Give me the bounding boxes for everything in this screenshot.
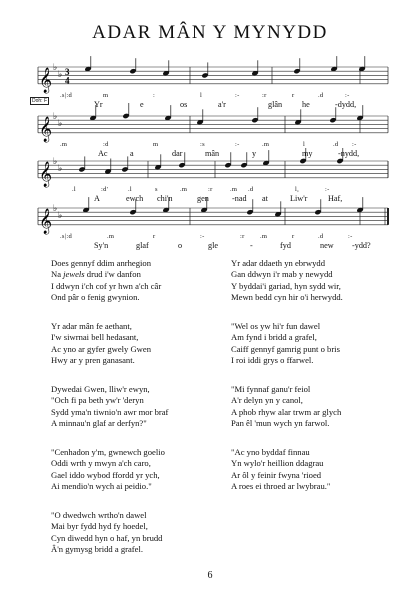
lyric-word: he [302,100,310,109]
lyric-word: e [140,100,144,109]
flat-icon: ♭ [53,112,58,122]
verse-line: I'w siwrnai bell hedasant, [51,332,139,343]
solfa-syllable: .m [180,186,188,193]
verse-line: "Mi fynnaf ganu'r feiol [231,384,311,394]
solfa-syllable: :- [235,141,240,148]
verse-line: Am fynd i bridd a grafel, [231,332,317,343]
lyric-word: -dydd, [335,100,357,109]
solfa-syllable: m [153,141,159,148]
solfa-syllable: :d [103,141,109,148]
key-label: Doh: F [32,98,48,104]
verse-line: "Ac yno byddaf finnau [231,447,310,457]
verse-stanza [51,510,162,556]
solfa-syllable: .d [318,233,324,240]
verse-line: "O dwedwch wrtho'n dawel [51,510,147,520]
verse-line: "Cenhadon y'm, gwnewch goelio [51,447,165,457]
flat-icon: ♭ [53,204,58,214]
solfa-syllable: .s|:d [60,92,73,99]
verse-line: Cyn diwedd hyn o haf, yn brudd [51,532,163,543]
verse-line: Sydd yma'n tiwnio'n awr mor braf [51,406,169,417]
verse-line: Hwy ar y pren ganasant. [51,355,135,366]
verse-line: I ddwyn i'ch cof yr hwn a'ch câr [51,280,162,291]
flat-icon: ♭ [58,164,63,174]
lyric-word: chi'n [157,194,173,203]
flat-icon: ♭ [58,211,63,221]
solfa-syllable: .m [107,233,115,240]
solfa-syllable: :- [348,233,353,240]
solfa-syllable: .m [262,141,270,148]
solfa-syllable: .d [333,141,339,148]
solfa-syllable: :- [235,92,240,99]
lyric-word: mân [205,149,220,158]
solfa-syllable: .s|:d [60,233,73,240]
lyric-word: Liw'r [290,194,308,203]
lyric-word: Yr [94,100,103,109]
lyric-word: new [320,241,334,250]
solfa-syllable: :r [240,233,245,240]
verse-line: Caiff gennyf gamrig punt o bris [231,343,340,354]
time-signature-numerator: 3 [65,67,70,77]
treble-clef-icon: 𝄞 [39,116,53,142]
verse-line: Yr adar ddaeth yn ebrwydd [231,258,326,268]
solfa-syllable: :r [262,92,267,99]
verse-line: Â'n gymysg bridd a grafel. [51,544,144,555]
verse-line: Na jewels drud i'w danfon [51,269,141,280]
verse-stanza [231,447,330,493]
verse-line: Ar ôl y feinir fwyna 'rioed [231,469,322,480]
lyric-word: glân [268,100,283,109]
solfa-syllable: .m [260,233,268,240]
verse-stanza [231,384,341,430]
verse-line: Mai byr fydd hyd fy hoedel, [51,521,148,532]
lyric-word: Ac [98,149,108,158]
verse-line: A phob rhyw alar trwm ar glych [231,406,342,417]
verse-line: Gan ddwyn i'r mab y newydd [231,269,333,280]
solfa-syllable: .l [72,186,77,193]
solfa-syllable: m [103,92,109,99]
verse-line: Yr adar mân fe aethant, [51,321,132,331]
verse-line: "Wel os yw hi'r fun dawel [231,321,321,331]
solfa-syllable: .l [128,186,133,193]
solfa-syllable: :- [352,141,357,148]
solfa-syllable: :- [345,92,350,99]
lyric-word: Haf, [328,194,343,203]
verse-line: Ac yno ar gyfer gwely Gwen [51,343,151,354]
lyric-word: at [262,194,268,203]
flat-icon: ♭ [58,119,63,129]
lyric-word: gle [208,241,219,250]
verse-line: Pan êl 'mun wych yn farwol. [231,418,330,429]
solfa-syllable: :s [200,141,205,148]
solfa-syllable: .d [248,186,254,193]
lyric-word: -ydd? [352,241,371,250]
verse-stanza [51,447,165,493]
verse-stanza [231,258,343,304]
verse-stanza [51,384,168,430]
solfa-syllable: .d [318,92,324,99]
solfa-syllable: :- [325,186,330,193]
verse-line: Oddi wrth y mwyn a'ch caro, [51,458,151,469]
lyric-word: os [180,100,188,109]
page-title: ADAR MÂN Y MYNYDD [92,22,328,43]
verse-line: Y byddai'i gariad, hyn sydd wir, [231,280,341,291]
lyric-word: -nad [232,194,247,203]
treble-clef-icon: 𝄞 [39,67,53,93]
solfa-syllable: s [155,186,158,193]
page-number: 6 [207,570,213,581]
lyric-word: glaf [136,241,149,250]
lyric-word: -nydd, [338,149,360,158]
lyric-word: my [302,149,313,158]
lyric-word: o [178,241,183,250]
time-signature-denominator: 4 [65,75,70,86]
verse-line: A'r delyn yn y canol, [231,395,303,406]
solfa-syllable: :d' [101,186,109,193]
verse-line: A roes ei throed ar lwybrau." [231,481,331,492]
music-score [0,0,420,260]
solfa-syllable: .m [230,186,238,193]
verse-line: Ai mendio'n wych ai peidio." [51,481,152,492]
lyric-word: fyd [280,241,291,250]
solfa-syllable: l, [295,186,300,193]
solfa-syllable: : [153,92,156,99]
lyric-word: a [130,149,134,158]
verse-line: "Och fi pa beth yw'r 'deryn [51,395,144,406]
verse-line: Does gennyf ddim anrhegion [51,258,151,268]
treble-clef-icon: 𝄞 [39,161,53,187]
solfa-syllable: :r [208,186,213,193]
solfa-syllable: r [292,92,295,99]
solfa-syllable: l [200,92,203,99]
verse-line: A minnau'n glaf ar derfyn?" [51,418,147,429]
verse-line: Yn wylo'r heillion ddagrau [231,458,324,469]
lyric-word: dar [172,149,183,158]
solfa-syllable: l [303,141,306,148]
solfa-syllable: :- [200,233,205,240]
treble-clef-icon: 𝄞 [39,208,53,234]
solfa-syllable: r [153,233,156,240]
flat-icon: ♭ [58,70,63,80]
verse-line: I roi iddi grys o ffarwel. [231,355,314,366]
verse-line: Mewn bedd cyn hir o'i herwydd. [231,292,343,303]
verse-stanza [51,258,161,304]
solfa-syllable: .m [60,141,68,148]
lyric-word: ewch [126,194,144,203]
verse-line: Dywedai Gwen, lliw'r ewyn, [51,384,150,394]
solfa-syllable: r [292,233,295,240]
verse-stanza [51,321,151,367]
lyric-word: a'r [218,100,226,109]
lyric-word: A [94,194,100,203]
lyric-word: - [250,241,253,250]
verse-line: Ond pâr o fenig gwynion. [51,292,140,303]
lyric-word: y [252,149,257,158]
lyric-word: Sy'n [94,241,109,250]
verse-stanza [231,321,340,367]
flat-icon: ♭ [53,157,58,167]
verse-line: Gael iddo wybod ffordd yr ych, [51,469,160,480]
lyric-word: gen [197,194,209,203]
flat-icon: ♭ [53,63,58,73]
